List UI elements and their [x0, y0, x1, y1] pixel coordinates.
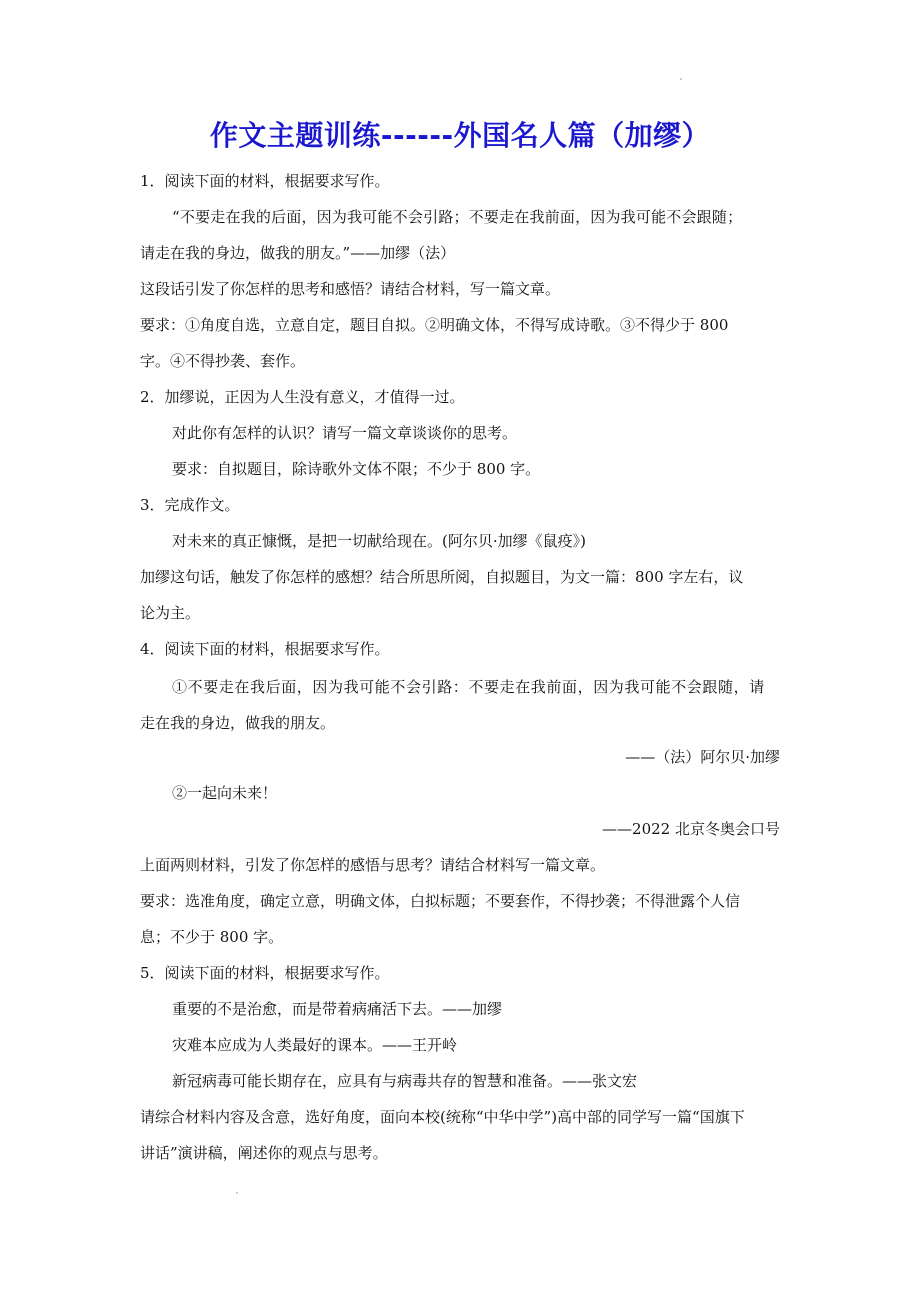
question-3-heading: 3．完成作文。 — [140, 496, 240, 514]
question-4-requirement-line: 要求：选准角度，确定立意，明确文体，白拟标题；不要套作，不得抄袭；不得泄露个人信 — [140, 892, 741, 910]
decorative-dot — [680, 78, 682, 80]
question-4-heading: 4．阅读下面的材料，根据要求写作。 — [140, 640, 390, 658]
question-4-material-line: ②一起向未来！ — [172, 784, 278, 802]
question-5-prompt-line: 讲话”演讲稿，阐述你的观点与思考。 — [140, 1144, 388, 1162]
question-3-prompt-line: 论为主。 — [140, 604, 201, 622]
question-4-requirement-line: 息；不少于 800 字。 — [140, 928, 284, 946]
question-5-heading: 5．阅读下面的材料，根据要求写作。 — [140, 964, 390, 982]
question-4-source-2: ——2022 北京冬奥会口号 — [602, 820, 780, 838]
question-5-prompt-line: 请综合材料内容及含意，选好角度，面向本校(统称“中华中学”)高中部的同学写一篇“国旗下 — [140, 1108, 745, 1126]
decorative-dot — [236, 1192, 238, 1194]
question-4-material-line: ①不要走在我后面，因为我可能不会引路：不要走在我前面，因为我可能不会跟随，请 — [172, 678, 765, 696]
question-2-prompt: 对此你有怎样的认识？请写一篇文章谈谈你的思考。 — [172, 424, 518, 442]
question-5-material-line: 重要的不是治愈，而是带着病痛活下去。——加缪 — [172, 1000, 503, 1018]
question-4-source-1: ——（法）阿尔贝·加缪 — [625, 748, 780, 766]
question-4-prompt: 上面两则材料，引发了你怎样的感悟与思考？请结合材料写一篇文章。 — [140, 856, 606, 874]
question-1-material-line: 请走在我的身边，做我的朋友。”——加缪（法） — [140, 244, 456, 262]
question-1-requirement-line: 字。④不得抄袭、套作。 — [140, 352, 306, 370]
question-5-material-line: 新冠病毒可能长期存在，应具有与病毒共存的智慧和准备。——张文宏 — [172, 1072, 638, 1090]
question-4-material-line: 走在我的身边，做我的朋友。 — [140, 714, 336, 732]
question-1-material-line: “不要走在我的后面，因为我可能不会引路；不要走在我前面，因为我可能不会跟随； — [172, 208, 743, 226]
question-1-heading: 1．阅读下面的材料，根据要求写作。 — [140, 172, 390, 190]
page-title: 作文主题训练------外国名人篇（加缪） — [209, 119, 711, 152]
question-2-heading: 2．加缪说，正因为人生没有意义，才值得一过。 — [140, 388, 465, 406]
question-1-prompt: 这段话引发了你怎样的思考和感悟？请结合材料，写一篇文章。 — [140, 280, 561, 298]
question-3-material: 对未来的真正慷慨，是把一切献给现在。(阿尔贝·加缪《鼠疫》) — [172, 532, 586, 550]
question-3-prompt-line: 加缪这句话，触发了你怎样的感想？结合所思所阅，自拟题目，为文一篇：800 字左右，议 — [140, 568, 744, 586]
question-2-requirement: 要求：自拟题目，除诗歌外文体不限；不少于 800 字。 — [172, 460, 541, 478]
question-1-requirement-line: 要求：①角度自选，立意自定，题目自拟。②明确文体，不得写成诗歌。③不得少于 800 — [140, 316, 729, 334]
question-5-material-line: 灾难本应成为人类最好的课本。——王开岭 — [172, 1036, 458, 1054]
